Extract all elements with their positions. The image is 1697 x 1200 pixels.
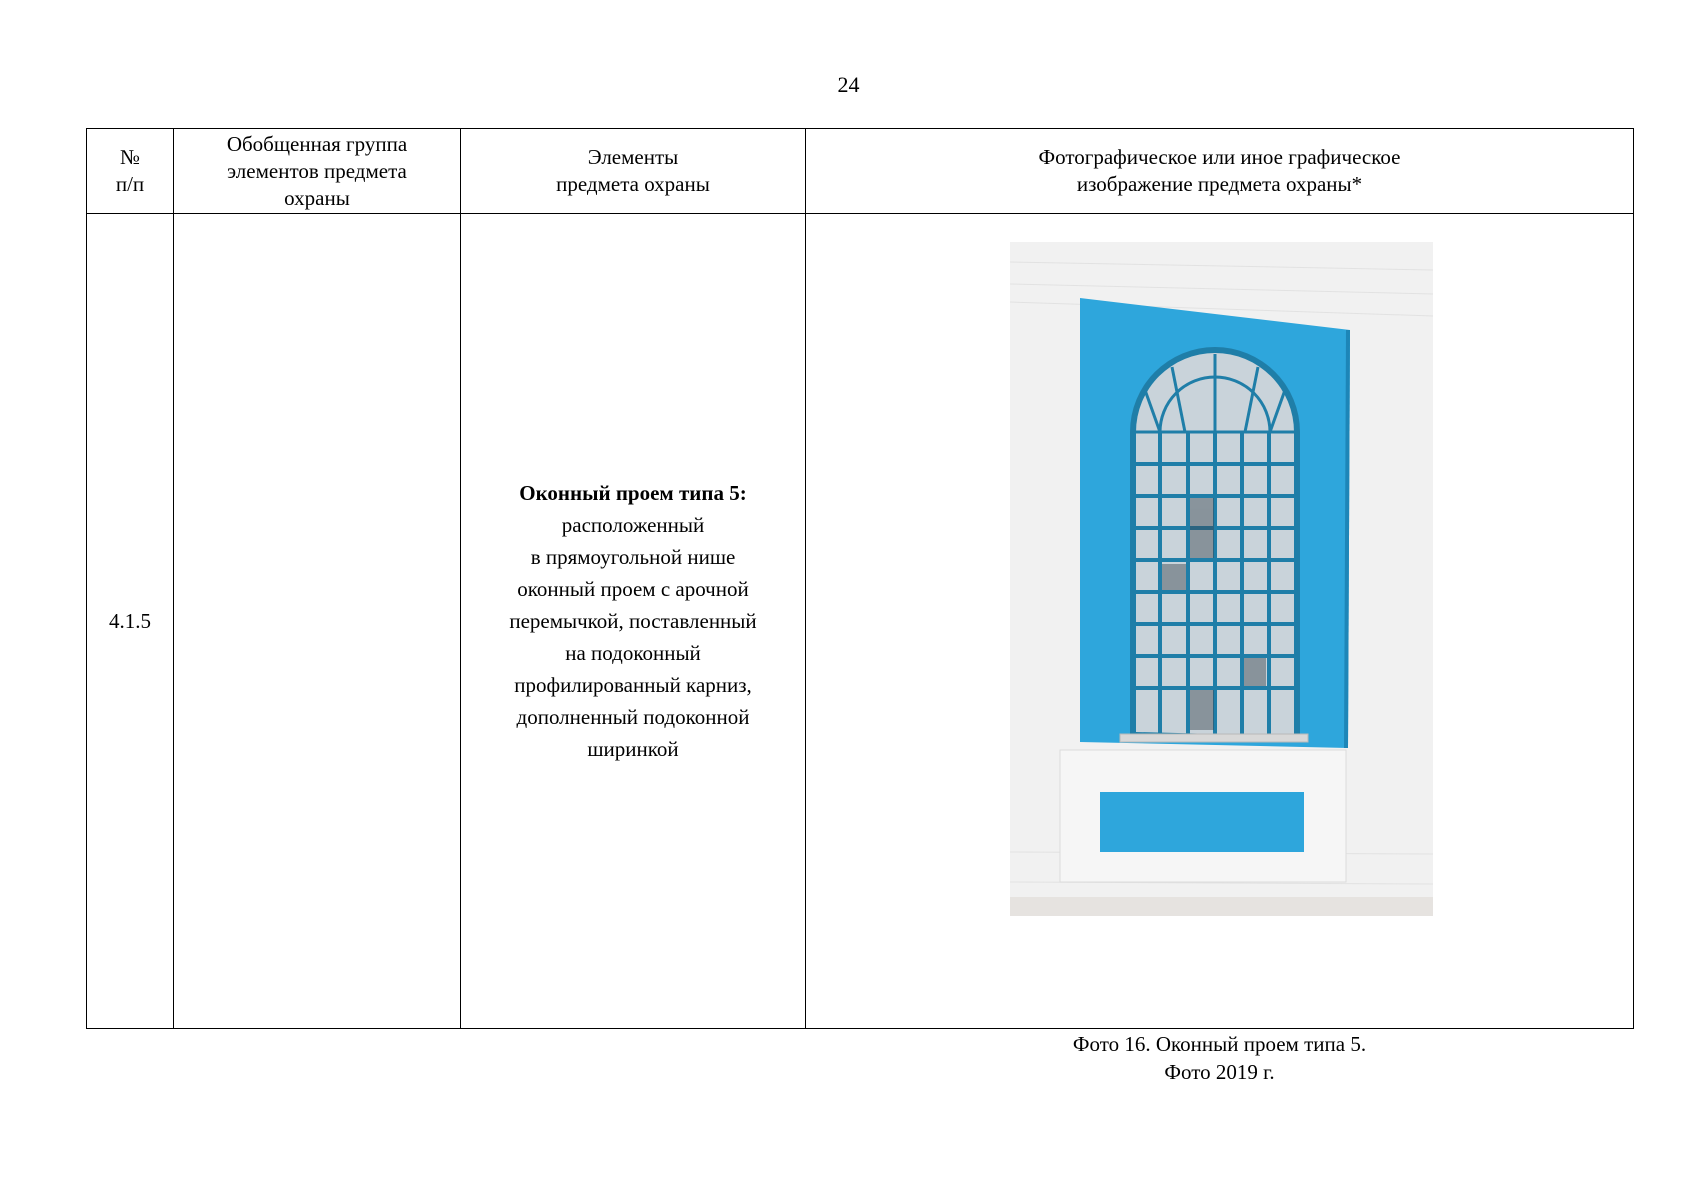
window-photo (1010, 242, 1433, 916)
element-title: Оконный проем типа 5: (519, 481, 747, 505)
header-group: Обобщенная группа элементов предмета охраны (174, 129, 461, 214)
table-header-row (87, 129, 1634, 214)
row-photo-cell (806, 214, 1634, 1084)
row-number: 4.1.5 (87, 214, 174, 1029)
row-element-description: Оконный проем типа 5: расположенный в прямоугольной нише оконный проем с арочной перемычкой, поставленный на подоконный профилированный карниз, дополненный подоконной ширинкой (461, 214, 806, 1029)
header-number: № п/п (87, 129, 174, 214)
header-photo: Фотографическое или иное графическое изображение предмета охраны* (806, 129, 1634, 214)
table-row (87, 214, 1634, 1029)
header-elements: Элементы предмета охраны (461, 129, 806, 214)
page-number: 24 (837, 72, 860, 97)
row-group (174, 214, 461, 1029)
photo-caption: Фото 16. Оконный проем типа 5. Фото 2019 г. (1072, 1032, 1367, 1084)
protection-elements-table (86, 128, 1634, 1084)
